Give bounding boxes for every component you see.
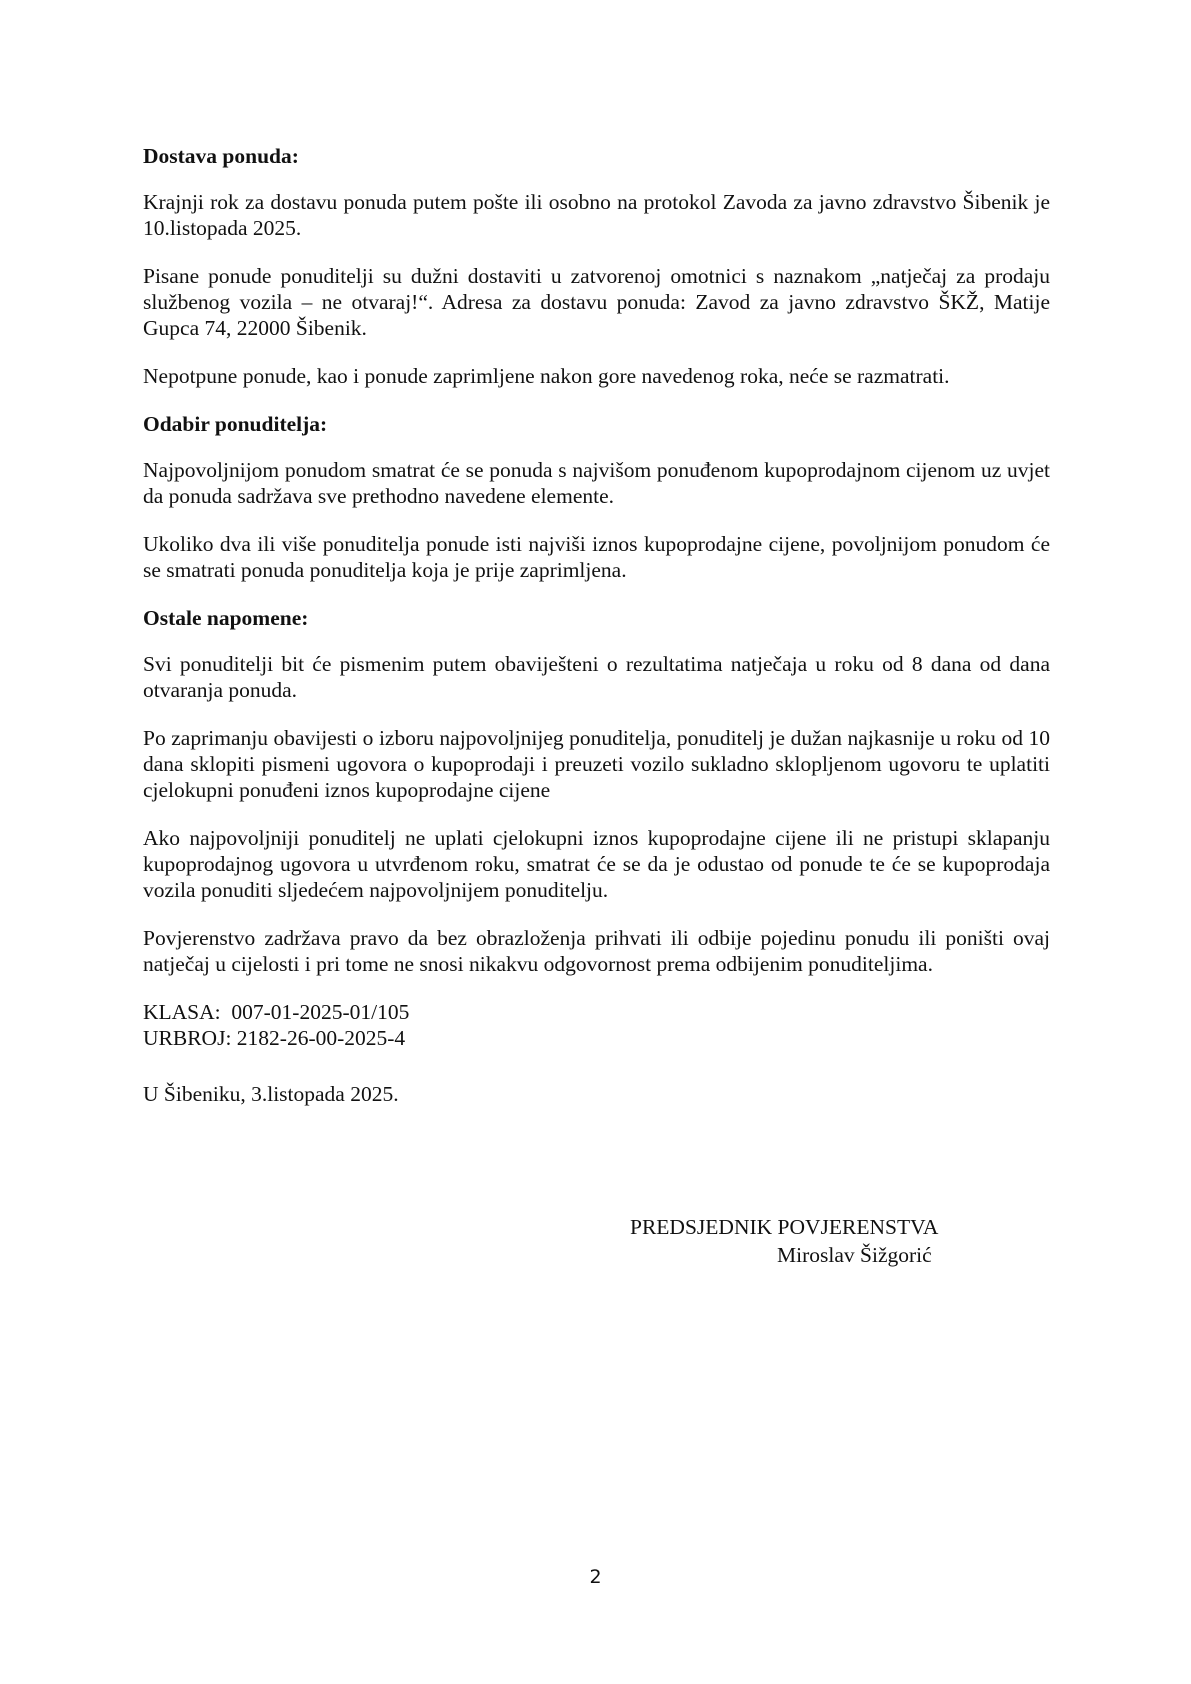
urbroj-reference: URBROJ: 2182-26-00-2025-4 — [143, 1026, 406, 1050]
paragraph: Najpovoljnijom ponudom smatrat će se ponuda s najvišom ponuđenom kupoprodajnom cijenom uz uvjet da ponuda sadržava sve prethodno navedene elemente. — [143, 458, 1050, 508]
section-dostava-ponuda — [143, 143, 1050, 389]
page-number: 2 — [589, 1566, 602, 1588]
paragraph: Svi ponuditelji bit će pismenim putem obaviješteni o rezultatima natječaja u roku od 8 dana od dana otvaranja ponuda. — [143, 652, 1050, 702]
section-ostale-napomene — [143, 605, 1050, 977]
paragraph: Krajnji rok za dostavu ponuda putem pošte ili osobno na protokol Zavoda za javno zdravstvo Šibenik je 10.listopada 2025. — [143, 190, 1050, 240]
section-heading: Odabir ponuditelja: — [143, 412, 328, 436]
klasa-reference: KLASA: 007-01-2025-01/105 — [143, 1000, 410, 1024]
paragraph: Povjerenstvo zadržava pravo da bez obrazloženja prihvati ili odbije pojedinu ponudu ili poništi ovaj natječaj u cijelosti i pri tome ne snosi nikakvu odgovornost prema odbijenim ponuditeljima. — [143, 926, 1050, 976]
paragraph: Nepotpune ponude, kao i ponude zaprimljene nakon gore navedenog roka, neće se razmatrati. — [143, 364, 950, 388]
section-heading: Dostava ponuda: — [143, 144, 299, 168]
place-and-date: U Šibeniku, 3.listopada 2025. — [143, 1082, 399, 1106]
paragraph: Pisane ponude ponuditelji su dužni dostaviti u zatvorenoj omotnici s naznakom „natječaj za prodaju službenog vozila – ne otvaraj!“. Adresa za dostavu ponuda: Zavod za javno zdravstvo ŠKŽ, Matije Gupca 74, 22000 Šibenik. — [143, 264, 1050, 340]
signature-name: Miroslav Šižgorić — [777, 1243, 932, 1267]
document-body — [143, 143, 1050, 1107]
section-odabir-ponuditelja — [143, 411, 1050, 583]
reference-block — [143, 999, 1050, 1051]
section-heading: Ostale napomene: — [143, 606, 309, 630]
paragraph: Po zaprimanju obavijesti o izboru najpovoljnijeg ponuditelja, ponuditelj je dužan najkasnije u roku od 10 dana sklopiti pismeni ugovora o kupoprodaji i preuzeti vozilo sukladno sklopljenom ugovoru te uplatiti cjelokupni ponuđeni iznos kupoprodajne cijene — [143, 726, 1050, 802]
paragraph: Ako najpovoljniji ponuditelj ne uplati cjelokupni iznos kupoprodajne cijene ili ne pristupi sklapanju kupoprodajnog ugovora u utvrđenom roku, smatrat će se da je odustao od ponude te će se kupoprodaja vozila ponuditi sljedećem najpovoljnijem ponuditelju. — [143, 826, 1050, 902]
paragraph: Ukoliko dva ili više ponuditelja ponude isti najviši iznos kupoprodajne cijene, povoljnijom ponudom će se smatrati ponuda ponuditelja koja je prije zaprimljena. — [143, 532, 1050, 582]
signature-title: PREDSJEDNIK POVJERENSTVA — [630, 1215, 939, 1239]
signature-block — [630, 1213, 938, 1269]
